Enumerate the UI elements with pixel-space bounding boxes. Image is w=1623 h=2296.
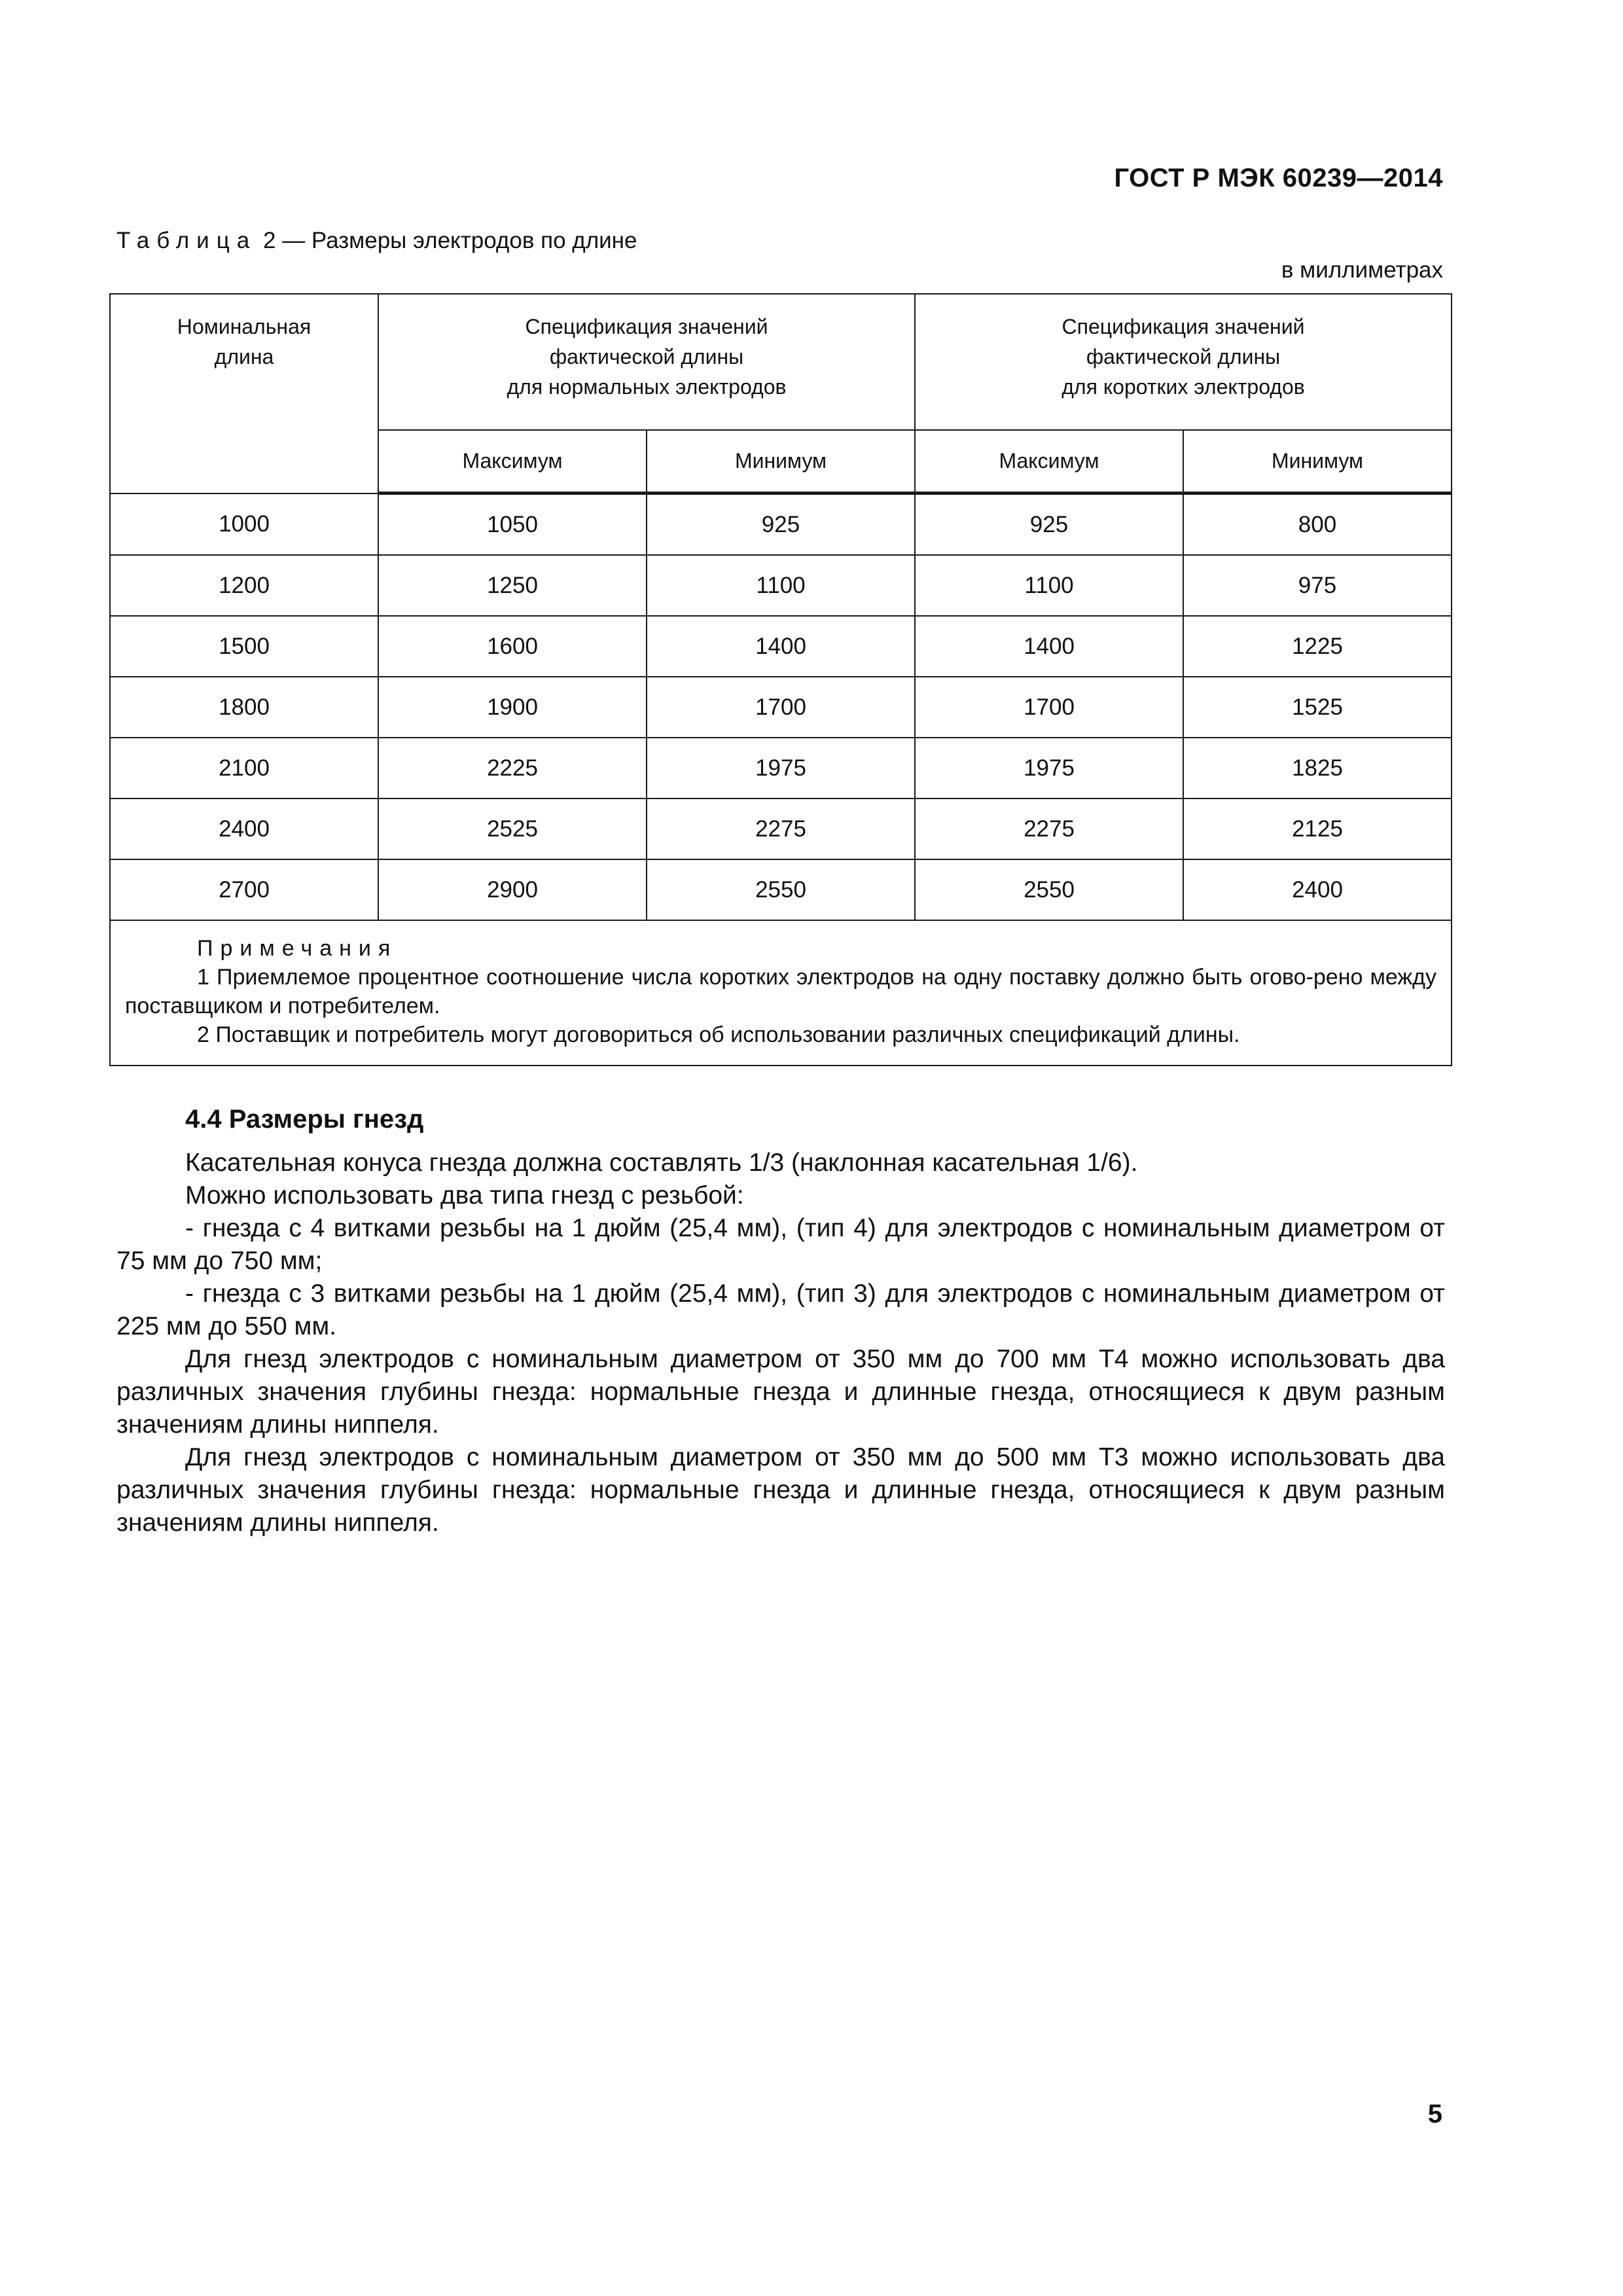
table-cell: 2400 — [1183, 859, 1452, 920]
section-body — [116, 1147, 1445, 1539]
header-nominal-length: Номинальная длина — [110, 294, 378, 493]
header-short-electrodes: Спецификация значений фактической длины для коротких электродов — [915, 294, 1452, 430]
header-short-max: Максимум — [915, 430, 1183, 493]
table-cell: 1500 — [110, 616, 378, 677]
header-normal-min: Минимум — [647, 430, 915, 493]
paragraph: Для гнезд электродов с номинальным диаметром от 350 мм до 700 мм Т4 можно использовать два различных значения глубины гнезда: нормальные гнезда и длинные гнезда, относящиеся к двум разным значениям длины ниппеля. — [116, 1345, 1445, 1439]
table-cell: 2275 — [647, 798, 915, 859]
notes-title: Примечания — [197, 936, 398, 961]
table-row — [110, 677, 1452, 738]
table-caption-text: 2 — Размеры электродов по длине — [262, 228, 637, 253]
table-cell: 975 — [1183, 555, 1452, 616]
table-cell: 1900 — [378, 677, 647, 738]
table-cell: 1400 — [915, 616, 1183, 677]
table-cell: 2900 — [378, 859, 647, 920]
table-cell: 1975 — [915, 738, 1183, 798]
table-cell: 1600 — [378, 616, 647, 677]
table-cell: 2400 — [110, 798, 378, 859]
table-units: в миллиметрах — [1281, 257, 1443, 283]
table-row — [110, 616, 1452, 677]
paragraph: - гнезда с 4 витками резьбы на 1 дюйм (25,4 мм), (тип 4) для электродов с номинальным диаметром от 75 мм до 750 мм; — [116, 1214, 1445, 1275]
header-short-min: Минимум — [1183, 430, 1452, 493]
table-cell: 1525 — [1183, 677, 1452, 738]
paragraph: - гнезда с 3 витками резьбы на 1 дюйм (25,4 мм), (тип 3) для электродов с номинальным диаметром от 225 мм до 550 мм. — [116, 1280, 1445, 1340]
table-cell: 2550 — [647, 859, 915, 920]
table-cell: 2100 — [110, 738, 378, 798]
table-cell: 2125 — [1183, 798, 1452, 859]
table-row — [110, 859, 1452, 920]
electrode-length-table — [109, 293, 1452, 1066]
table-notes — [110, 920, 1452, 1066]
table-cell: 1100 — [915, 555, 1183, 616]
table-cell: 925 — [915, 493, 1183, 556]
table-caption — [116, 228, 637, 254]
table-row — [110, 738, 1452, 798]
table-cell: 800 — [1183, 493, 1452, 556]
table-cell: 1200 — [110, 555, 378, 616]
table-row — [110, 555, 1452, 616]
table-cell: 1700 — [647, 677, 915, 738]
header-normal-electrodes: Спецификация значений фактической длины для нормальных электродов — [378, 294, 915, 430]
paragraph: Касательная конуса гнезда должна составлять 1/3 (наклонная касательная 1/6). — [185, 1149, 1138, 1177]
table-cell: 1700 — [915, 677, 1183, 738]
table-caption-word: Таблица — [116, 228, 257, 253]
table-cell: 1225 — [1183, 616, 1452, 677]
paragraph: Можно использовать два типа гнезд с резьбой: — [185, 1181, 744, 1210]
page-number: 5 — [1427, 2100, 1442, 2128]
table-cell: 2525 — [378, 798, 647, 859]
table-cell: 1100 — [647, 555, 915, 616]
table-row — [110, 798, 1452, 859]
table-cell: 1400 — [647, 616, 915, 677]
table-cell: 1050 — [378, 493, 647, 556]
section-title: 4.4 Размеры гнезд — [185, 1105, 424, 1134]
table-notes-row — [110, 920, 1452, 1066]
table-cell: 1250 — [378, 555, 647, 616]
paragraph: Для гнезд электродов с номинальным диаметром от 350 мм до 500 мм Т3 можно использовать два различных значения глубины гнезда: нормальные гнезда и длинные гнезда, относящиеся к двум разным значениям длины ниппеля. — [116, 1443, 1445, 1537]
document-code: ГОСТ Р МЭК 60239—2014 — [1114, 164, 1443, 192]
table-cell: 1800 — [110, 677, 378, 738]
table-cell: 1975 — [647, 738, 915, 798]
table-cell: 1000 — [110, 493, 378, 556]
header-normal-max: Максимум — [378, 430, 647, 493]
table-cell: 925 — [647, 493, 915, 556]
table-row — [110, 493, 1452, 556]
table-cell: 2225 — [378, 738, 647, 798]
table-cell: 2550 — [915, 859, 1183, 920]
table-cell: 1825 — [1183, 738, 1452, 798]
table-cell: 2275 — [915, 798, 1183, 859]
table-cell: 2700 — [110, 859, 378, 920]
note-1: 1 Приемлемое процентное соотношение числа коротких электродов на одну поставку должно быть огово-рено между поставщиком и потребителем. — [125, 965, 1436, 1018]
note-2: 2 Поставщик и потребитель могут договориться об использовании различных спецификаций длины. — [197, 1022, 1240, 1047]
